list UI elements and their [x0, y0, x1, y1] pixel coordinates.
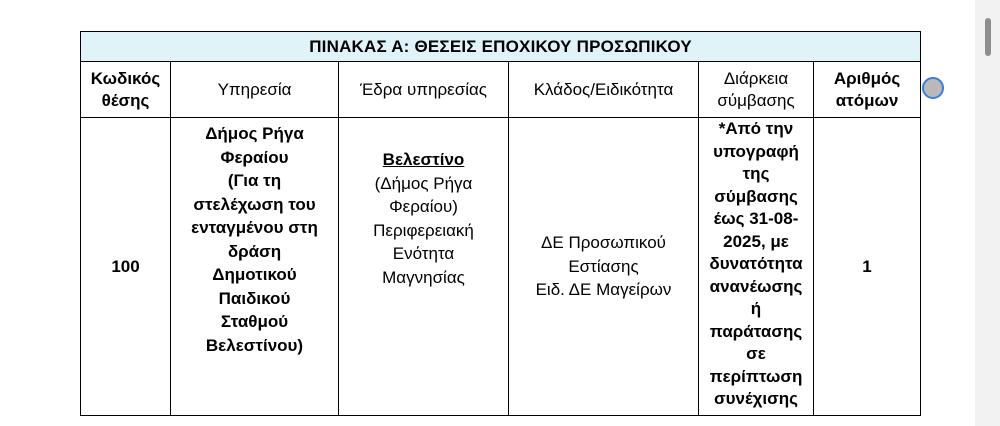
table-header-row [81, 62, 921, 118]
table-title: ΠΙΝΑΚΑΣ Α: ΘΕΣΕΙΣ ΕΠΟΧΙΚΟΥ ΠΡΟΣΩΠΙΚΟΥ [81, 32, 921, 62]
header-branch: Κλάδος/Ειδικότητα [509, 62, 699, 118]
cell-count: 1 [814, 118, 921, 416]
vertical-scrollbar[interactable] [975, 0, 1000, 426]
table-row [81, 118, 921, 416]
assistive-touch-button[interactable] [922, 77, 944, 99]
header-seat: Έδρα υπηρεσίας [339, 62, 509, 118]
scrollbar-thumb[interactable] [985, 18, 991, 56]
cell-branch: ΔΕ Προσωπικού Εστίασης Ειδ. ΔΕ Μαγείρων [509, 118, 699, 416]
positions-table [80, 31, 921, 416]
header-count: Αριθμός ατόμων [814, 62, 921, 118]
header-duration: Διάρκεια σύμβασης [699, 62, 814, 118]
cell-seat: Βελεστίνο (Δήμος Ρήγα Φεραίου) Περιφερειακή Ενότητα Μαγνησίας [339, 118, 509, 416]
cell-service: Δήμος Ρήγα Φεραίου (Για τη στελέχωση του ενταγμένου στη δράση Δημοτικού Παιδικού Σταθμού Βελεστίνου) [171, 118, 339, 416]
seat-city: Βελεστίνο [382, 150, 465, 169]
header-code: Κωδικός θέσης [81, 62, 171, 118]
cell-code: 100 [81, 118, 171, 416]
table-title-row [81, 32, 921, 62]
header-service: Υπηρεσία [171, 62, 339, 118]
cell-duration: *Από την υπογραφή της σύμβασης έως 31-08- 2025, με δυνατότητα ανανέωσης ή παράτασης σε περίπτωση συνέχισης [699, 118, 814, 416]
